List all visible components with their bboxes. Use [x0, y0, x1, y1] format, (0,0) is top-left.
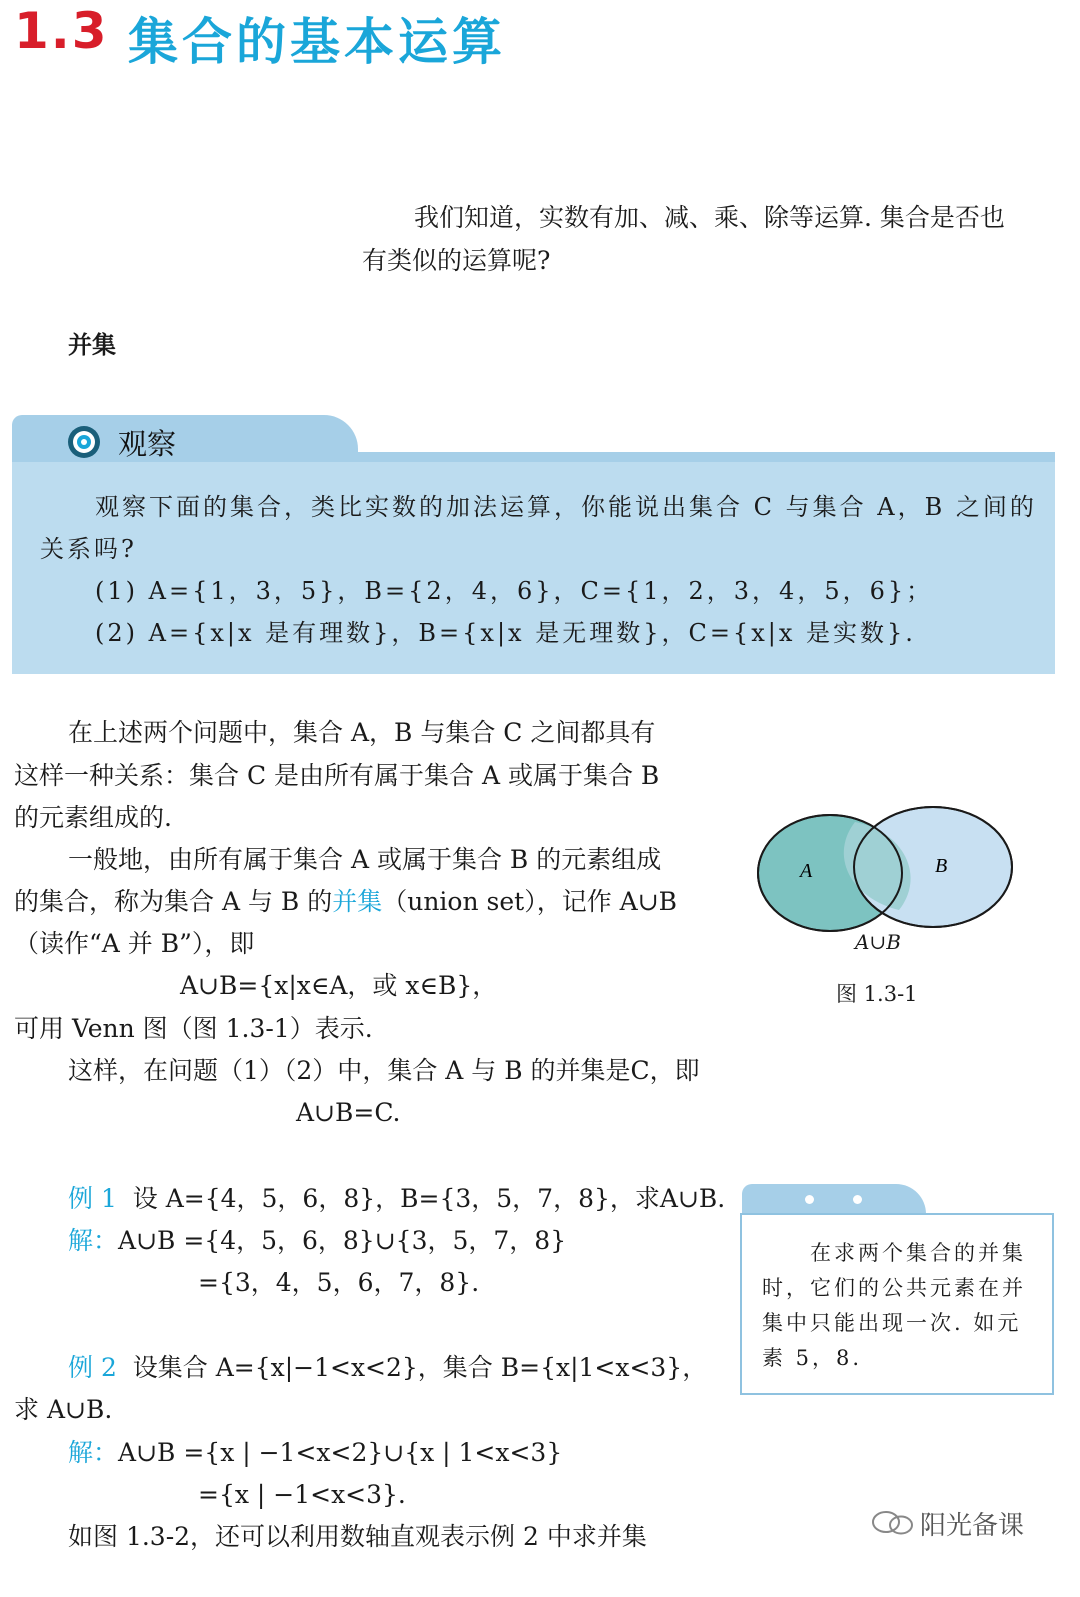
note-line-4: 素 5，8. — [762, 1346, 863, 1370]
body-p3-line-1: 这样，在问题（1）（2）中，集合 A 与 B 的并集是C，即 — [68, 1056, 700, 1085]
figure-caption: 图 1.3-1 — [836, 982, 918, 1006]
target-icon — [66, 424, 102, 460]
body-p2-line-3: （读作“A 并 B”），即 — [14, 929, 255, 958]
body-p1-line-3: 的元素组成的. — [14, 803, 172, 832]
chat-bubble-icon — [870, 1509, 916, 1537]
example-1-solution-1: 解：A∪B ={4，5，6，8}∪{3，5，7，8} — [68, 1226, 567, 1255]
body-p1-line-1: 在上述两个问题中，集合 A，B 与集合 C 之间都具有 — [68, 718, 656, 747]
body-p3-formula: A∪B=C. — [296, 1098, 401, 1127]
observe-item-1: (1) A={1，3，5}，B={2，4，6}，C={1，2，3，4，5，6}； — [95, 577, 934, 605]
example-2-question-2: 求 A∪B. — [14, 1395, 113, 1424]
venn-label-a: A — [800, 860, 813, 882]
body-p1-line-2: 这样一种关系：集合 C 是由所有属于集合 A 或属于集合 B — [14, 761, 660, 790]
intro-line-1: 我们知道，实数有加、减、乘、除等运算. 集合是否也 — [414, 203, 1005, 232]
subheading-union: 并集 — [68, 331, 116, 359]
section-number: 1.3 — [14, 2, 109, 60]
example-2-solution-1: 解：A∪B ={x | −1<x<2}∪{x | 1<x<3} — [68, 1438, 563, 1467]
intro-line-2: 有类似的运算呢? — [362, 246, 551, 275]
observe-title: 观察 — [118, 427, 177, 461]
note-dot — [805, 1195, 814, 1204]
venn-union-label: A∪B — [855, 930, 901, 954]
note-line-1: 在求两个集合的并集 — [810, 1241, 1026, 1265]
observe-line-2: 关系吗? — [40, 535, 137, 563]
term-union-set: 并集 — [332, 887, 383, 916]
example-1-question: 例 1 设 A={4，5，6，8}，B={3，5，7，8}，求A∪B. — [68, 1184, 726, 1213]
example-1-solution-label: 解： — [68, 1226, 119, 1255]
example-2-question: 例 2 设集合 A={x|−1<x<2}，集合 B={x|1<x<3}， — [68, 1353, 708, 1382]
observe-line-1: 观察下面的集合，类比实数的加法运算，你能说出集合 C 与集合 A，B 之间的 — [95, 493, 1037, 521]
note-line-2: 时，它们的公共元素在并 — [762, 1276, 1026, 1300]
example-2-solution-label: 解： — [68, 1438, 119, 1467]
note-dot — [853, 1195, 862, 1204]
section-title: 集合的基本运算 — [128, 13, 506, 71]
union-formula: A∪B={x|x∈A，或 x∈B}， — [180, 971, 498, 1000]
note-tab — [742, 1184, 926, 1216]
note-line-3: 集中只能出现一次. 如元 — [762, 1311, 1022, 1335]
venn-label-b: B — [935, 855, 948, 877]
body-p2-line-2: 的集合，称为集合 A 与 B 的并集（union set），记作 A∪B — [14, 887, 678, 916]
example-2-last-line: 如图 1.3-2，还可以利用数轴直观表示例 2 中求并集 — [68, 1522, 647, 1551]
body-p2-line-5: 可用 Venn 图（图 1.3-1）表示. — [14, 1014, 373, 1043]
example-2-label: 例 2 — [68, 1353, 117, 1382]
example-1-solution-2: ={3，4，5，6，7，8}. — [198, 1268, 480, 1297]
watermark: 阳光备课 — [920, 1511, 1025, 1541]
example-2-solution-2: ={x | −1<x<3}. — [198, 1480, 406, 1509]
example-1-label: 例 1 — [68, 1184, 117, 1213]
body-p2-line-1: 一般地，由所有属于集合 A 或属于集合 B 的元素组成 — [68, 845, 662, 874]
observe-item-2: (2) A={x|x 是有理数}，B={x|x 是无理数}，C={x|x 是实数}. — [95, 619, 916, 647]
